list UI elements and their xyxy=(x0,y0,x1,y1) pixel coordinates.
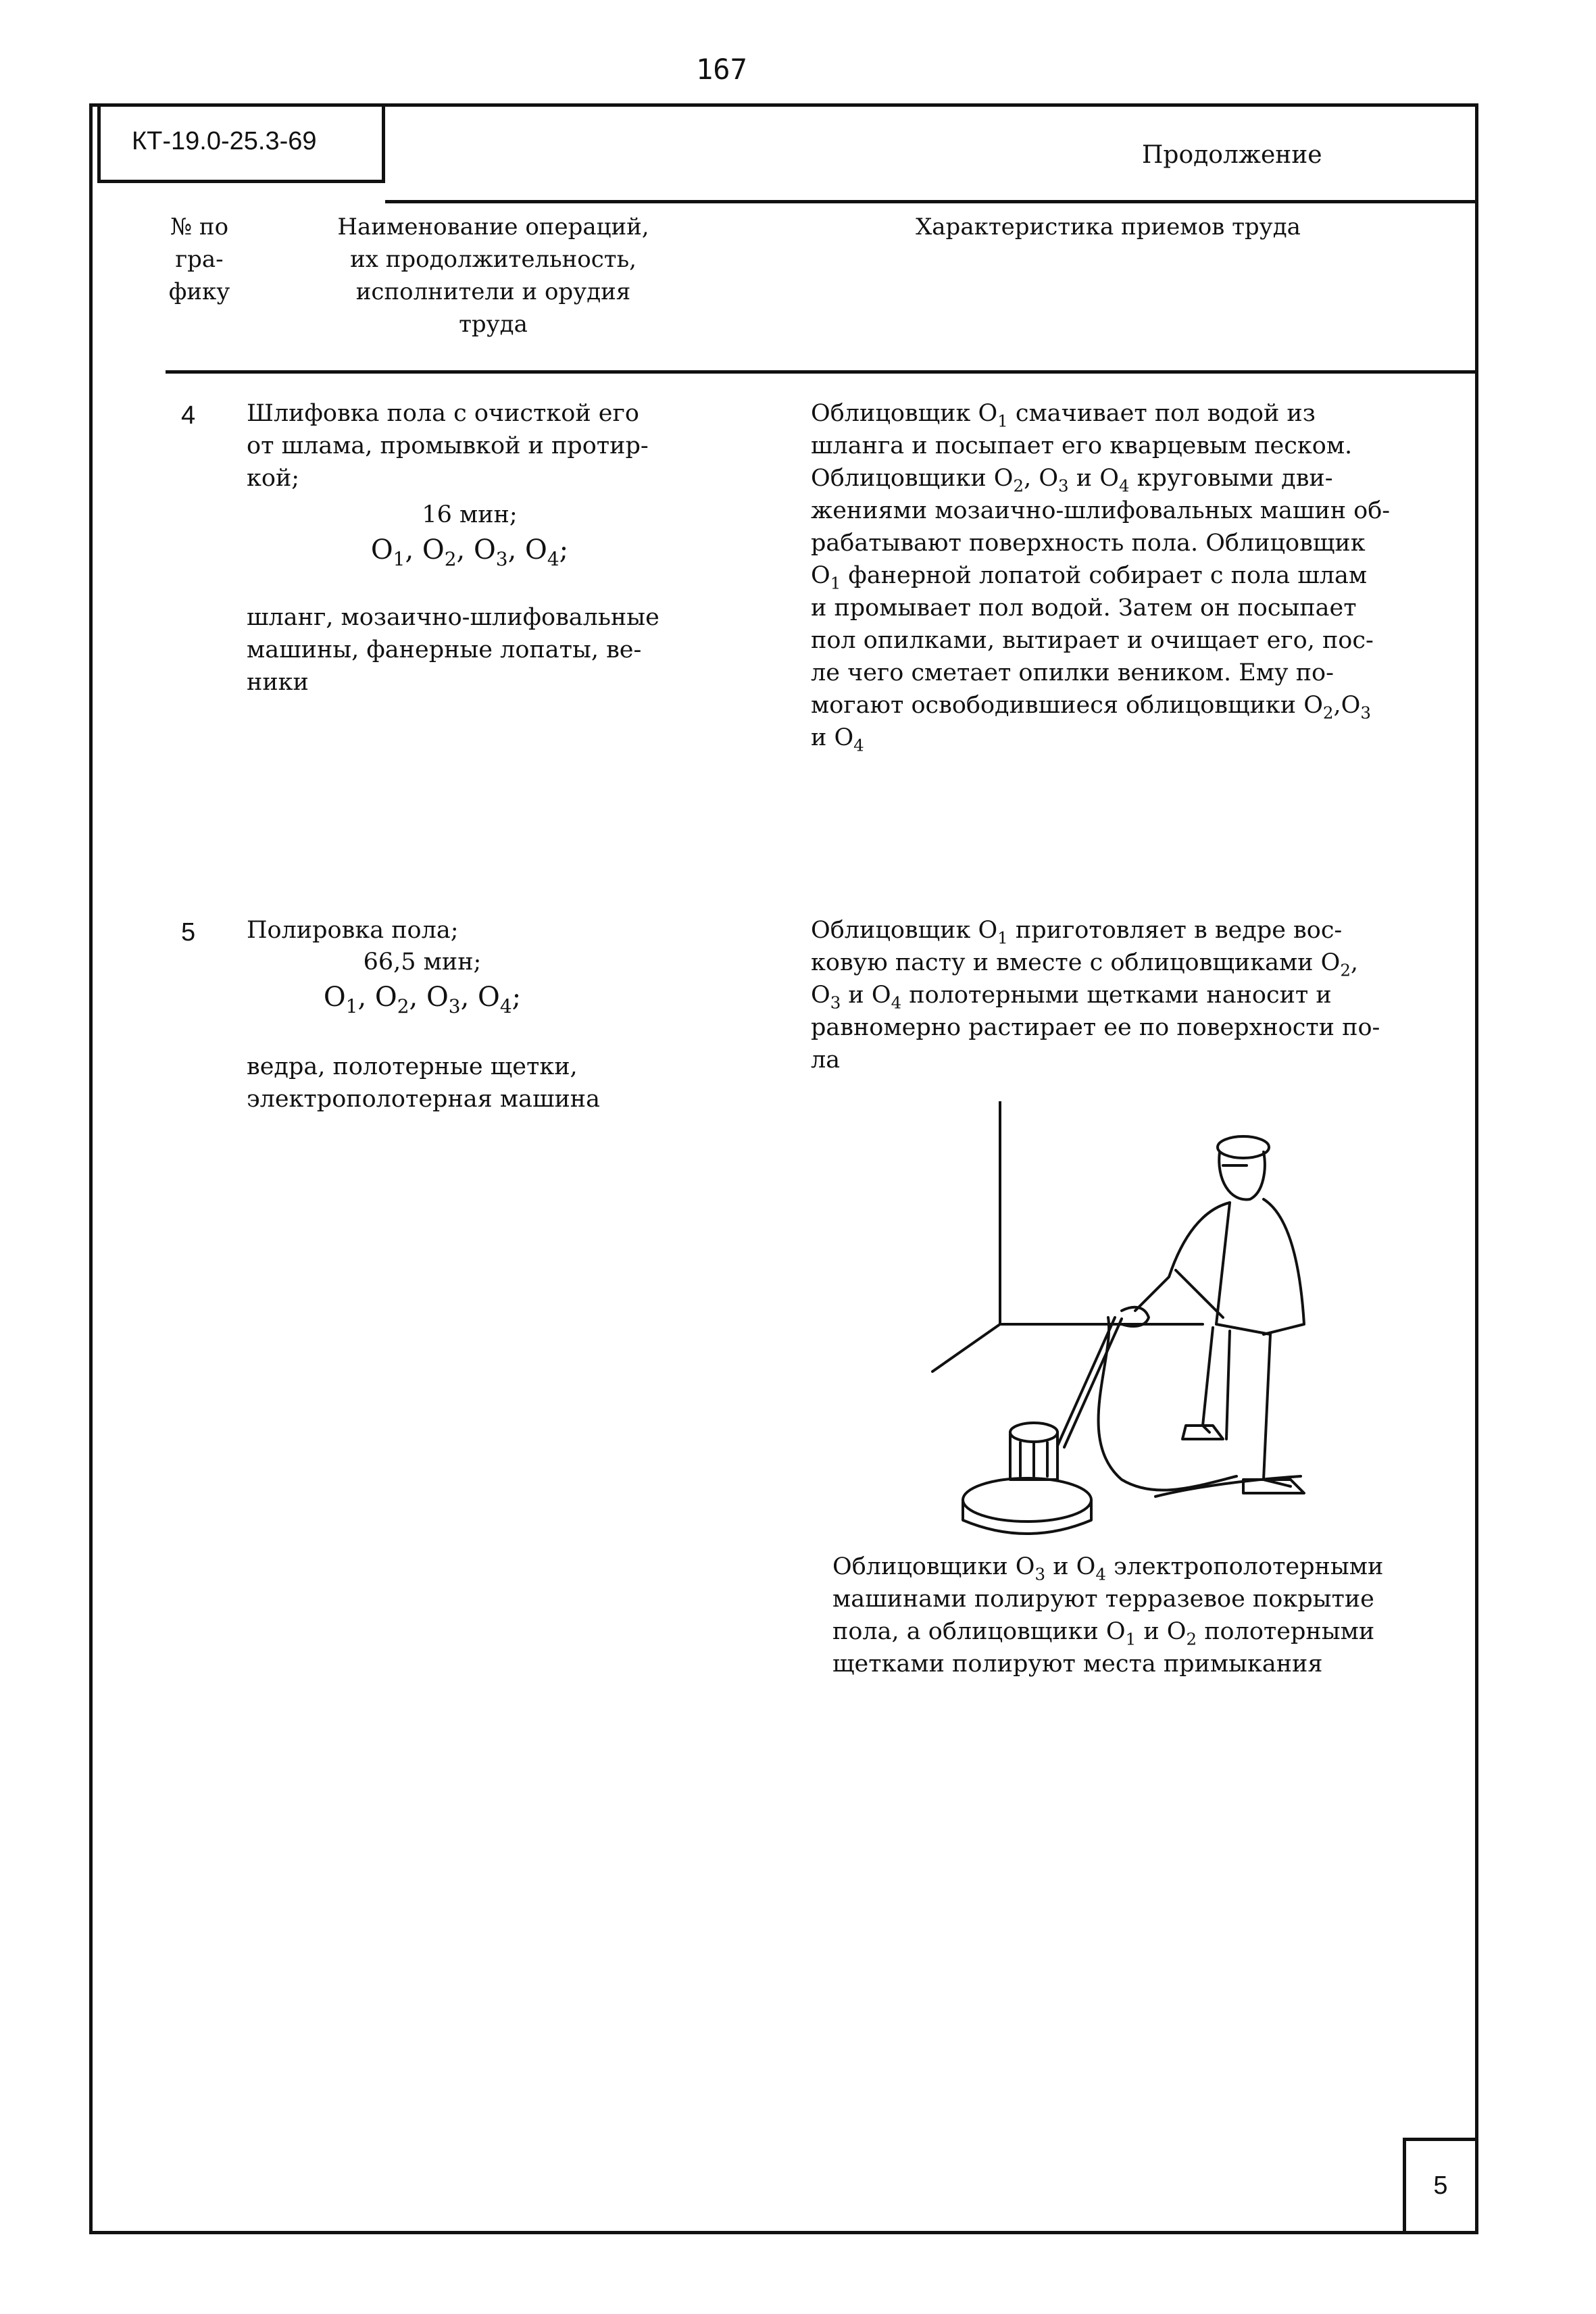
header-col-number: № по гра- фику xyxy=(168,213,230,305)
row-5-duration: 66,5 мин; xyxy=(363,949,482,976)
description-line: щетками полируют места примыкания xyxy=(832,1651,1323,1678)
description-line: пол опилками, вытирает и очищает его, пос- xyxy=(811,627,1374,654)
description-line: ковую пасту и вместе с облицовщиками $O_2$, xyxy=(811,949,1359,980)
row-5-operation: Полировка пола; xyxy=(247,917,459,944)
description-line: ле чего сметает опилки веником. Ему по- xyxy=(811,659,1334,686)
row-4-workers: $O_1$, $O_2$, $O_3$, $O_4$; xyxy=(370,534,569,570)
row-5-number: 5 xyxy=(181,918,196,947)
header-top-rule xyxy=(385,200,1478,203)
page-number: 167 xyxy=(696,53,747,86)
description-line: машинами полируют терразевое покрытие xyxy=(832,1586,1374,1613)
row-4-tools: шланг, мозаично-шлифовальные машины, фанерные лопаты, ве- ники xyxy=(247,604,659,696)
description-line: Облицовщик $O_1$ приготовляет в ведре вос- xyxy=(811,917,1343,948)
description-line: Облицовщик $O_1$ смачивает пол водой из xyxy=(811,400,1316,431)
description-line: ла xyxy=(811,1047,841,1074)
description-line: Облицовщики $O_3$ и $O_4$ электрополотерными xyxy=(832,1553,1384,1584)
description-line: пола, а облицовщики $O_1$ и $O_2$ полотерными xyxy=(832,1618,1375,1649)
row-5-workers: $O_1$, $O_2$, $O_3$, $O_4$; xyxy=(323,982,522,1017)
description-line: $O_3$ и $O_4$ полотерными щетками наносит и xyxy=(811,982,1332,1013)
continuation-label: Продолжение xyxy=(1142,141,1322,169)
floor-polishing-illustration xyxy=(912,1101,1385,1547)
description-line: равномерно растирает ее по поверхности по- xyxy=(811,1014,1380,1041)
header-col-characteristic: Характеристика приемов труда xyxy=(916,213,1301,241)
description-line: Облицовщики $O_2$, $O_3$ и $O_4$ круговыми дви- xyxy=(811,465,1333,496)
description-line: и $O_4$ xyxy=(811,724,864,755)
description-line: $O_1$ фанерной лопатой собирает с пола шлам xyxy=(811,562,1368,593)
row-5-description-polishing xyxy=(832,1551,1383,1680)
description-line: жениями мозаично-шлифовальных машин об- xyxy=(811,497,1391,524)
description-line: могают освободившиеся облицовщики $O_2,O_3$ xyxy=(811,692,1371,723)
row-4-description xyxy=(811,397,1390,754)
footer-box: 5 xyxy=(1403,2138,1478,2234)
description-line: шланга и посыпает его кварцевым песком. xyxy=(811,432,1353,459)
description-line: и промывает пол водой. Затем он посыпает xyxy=(811,595,1357,622)
row-4-operation: Шлифовка пола с очисткой его от шлама, промывкой и протир- кой; xyxy=(247,400,649,492)
row-5-description xyxy=(811,914,1380,1076)
document-code: КТ-19.0-25.3-69 xyxy=(97,103,385,183)
description-line: рабатывают поверхность пола. Облицовщик xyxy=(811,530,1366,557)
header-col-operation: Наименование операций, их продолжительность, исполнители и орудия труда xyxy=(337,213,649,338)
header-bottom-rule xyxy=(166,370,1478,374)
row-4-number: 4 xyxy=(181,401,196,430)
row-5-tools: ведра, полотерные щетки, электрополотерная машина xyxy=(247,1053,601,1113)
row-4-duration: 16 мин; xyxy=(422,501,518,528)
